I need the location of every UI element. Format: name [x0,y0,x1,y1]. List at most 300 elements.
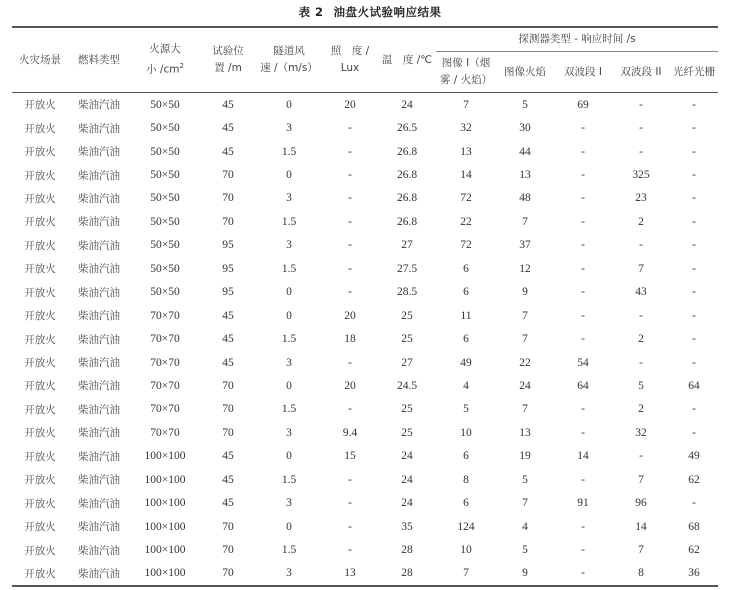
cell-dual-band-2: 96 [635,497,647,510]
cell-scene: 开放火 [24,380,56,393]
cell-illuminance: - [348,403,352,416]
cell-fiber-grating: - [692,286,696,299]
cell-temperature: 26.5 [396,122,418,135]
cell-fire-size: 100×100 [144,473,186,486]
cell-fuel: 柴油汽油 [78,310,120,323]
cell-dual-band-2: - [639,309,643,322]
cell-image-smoke-flame: 6 [463,450,469,463]
cell-scene: 开放火 [24,544,56,557]
cell-fuel: 柴油汽油 [78,497,120,510]
cell-illuminance: - [348,497,352,510]
table-row [12,562,718,586]
cell-temperature: 26.8 [396,215,418,228]
cell-illuminance: - [348,145,352,158]
header-scene: 火灾场景 [19,53,61,66]
cell-image-smoke-flame: 6 [463,262,469,275]
cell-fire-size: 100×100 [144,520,186,533]
header-image-flame: 图像火焰 [504,65,546,78]
cell-fire-size: 100×100 [144,497,186,510]
cell-image-smoke-flame: 32 [460,122,472,135]
cell-position: 45 [222,309,234,322]
cell-image-smoke-flame: 6 [463,286,469,299]
table-row [12,210,718,233]
cell-dual-band-2: 5 [638,379,644,392]
cell-fire-size: 50×50 [150,192,180,205]
cell-dual-band-1: - [581,215,585,228]
header-detector-group: 探测器类型 - 响应时间 /s [436,27,718,52]
cell-position: 45 [222,497,234,510]
cell-temperature: 27 [401,356,413,369]
cell-fire-size: 50×50 [150,286,180,299]
cell-illuminance: - [348,215,352,228]
cell-fiber-grating: - [692,145,696,158]
cell-temperature: 25 [401,426,413,439]
table-row [12,257,718,280]
cell-dual-band-2: 43 [635,286,647,299]
cell-fiber-grating: - [692,262,696,275]
cell-image-flame: 9 [522,567,528,580]
cell-fire-size: 50×50 [150,98,180,111]
cell-image-flame: 12 [519,262,531,275]
cell-dual-band-1: 14 [577,450,589,463]
cell-fuel: 柴油汽油 [78,450,120,463]
cell-scene: 开放火 [24,403,56,416]
cell-dual-band-2: 2 [638,403,644,416]
cell-position: 70 [222,426,234,439]
header-fire-size-line2 [130,58,200,79]
cell-position: 95 [222,239,234,252]
cell-dual-band-1: - [581,169,585,182]
header-fuel: 燃料类型 [78,53,120,66]
cell-wind-speed: 3 [286,192,292,205]
cell-image-flame: 13 [519,169,531,182]
cell-image-smoke-flame: 49 [460,356,472,369]
cell-scene: 开放火 [24,169,56,182]
cell-fiber-grating: - [692,122,696,135]
table-row [12,468,718,491]
header-fire-size-line1: 火源大 [149,43,181,56]
cell-dual-band-1: 64 [577,379,589,392]
cell-image-flame: 30 [519,122,531,135]
cell-fiber-grating: - [692,497,696,510]
cell-scene: 开放火 [24,263,56,276]
cell-dual-band-1: - [581,309,585,322]
cell-dual-band-1: - [581,262,585,275]
cell-scene: 开放火 [24,216,56,229]
cell-fiber-grating: 49 [688,450,700,463]
cell-wind-speed: 0 [286,286,292,299]
cell-image-flame: 48 [519,192,531,205]
cell-fiber-grating: - [692,215,696,228]
cell-fuel: 柴油汽油 [78,403,120,416]
header-position-line1: 试验位 [212,45,244,57]
cell-fuel: 柴油汽油 [78,380,120,393]
cell-image-flame: 5 [522,98,528,111]
cell-dual-band-1: 69 [577,98,589,111]
cell-fire-size: 50×50 [150,239,180,252]
cell-illuminance: - [348,122,352,135]
cell-image-flame: 13 [519,426,531,439]
cell-temperature: 25 [401,403,413,416]
cell-fiber-grating: - [692,309,696,322]
cell-wind-speed: 1.5 [281,262,297,275]
cell-dual-band-1: - [581,286,585,299]
cell-temperature: 28.5 [396,286,418,299]
cell-dual-band-2: 2 [638,215,644,228]
cell-wind-speed: 1.5 [281,215,297,228]
cell-position: 45 [222,333,234,346]
cell-image-flame: 7 [522,497,528,510]
cell-fire-size: 100×100 [144,567,186,580]
cell-fuel: 柴油汽油 [78,357,120,370]
table-row [12,421,718,444]
cell-scene: 开放火 [24,310,56,323]
cell-image-flame: 5 [522,544,528,557]
cell-wind-speed: 1.5 [281,403,297,416]
cell-temperature: 35 [401,520,413,533]
cell-illuminance: - [348,356,352,369]
cell-dual-band-1: - [581,426,585,439]
cell-scene: 开放火 [24,427,56,440]
cell-wind-speed: 1.5 [281,333,297,346]
cell-wind-speed: 3 [286,567,292,580]
cell-fiber-grating: - [692,169,696,182]
cell-illuminance: - [348,192,352,205]
cell-position: 70 [222,567,234,580]
header-fiber-grating: 光纤光栅 [673,65,715,78]
cell-temperature: 26.8 [396,192,418,205]
header-wind-speed [256,27,322,93]
cell-temperature: 28 [401,567,413,580]
table-caption: 油盘火试验响应结果 [333,5,442,19]
cell-fuel: 柴油汽油 [78,427,120,440]
cell-fuel: 柴油汽油 [78,169,120,182]
cell-scene: 开放火 [24,146,56,159]
table-row [12,515,718,538]
cell-image-smoke-flame: 7 [463,98,469,111]
cell-image-flame: 4 [522,520,528,533]
cell-fiber-grating: - [692,356,696,369]
header-wind-line2: 速 /（m/s） [260,62,318,74]
table-row [12,234,718,257]
cell-scene: 开放火 [24,521,56,534]
table-number: 表 2 [298,5,324,19]
cell-image-smoke-flame: 7 [463,567,469,580]
cell-wind-speed: 3 [286,497,292,510]
table-row [12,281,718,304]
cell-fire-size: 50×50 [150,122,180,135]
cell-temperature: 24 [401,98,413,111]
cell-fuel: 柴油汽油 [78,544,120,557]
cell-fire-size: 70×70 [150,333,180,346]
cell-wind-speed: 3 [286,239,292,252]
cell-fire-size: 50×50 [150,145,180,158]
cell-scene: 开放火 [24,99,56,112]
cell-fiber-grating: 64 [688,379,700,392]
table-row [12,304,718,327]
cell-dual-band-1: - [581,239,585,252]
cell-wind-speed: 1.5 [281,145,297,158]
cell-scene: 开放火 [24,122,56,135]
cell-scene: 开放火 [24,333,56,346]
cell-image-flame: 19 [519,450,531,463]
cell-illuminance: 15 [344,450,356,463]
cell-fuel: 柴油汽油 [78,239,120,252]
table-row [12,163,718,186]
cell-illuminance: - [348,239,352,252]
header-dual-band-2: 双波段 II [620,65,662,78]
cell-dual-band-2: 7 [638,473,644,486]
cell-fuel: 柴油汽油 [78,99,120,112]
cell-fire-size: 70×70 [150,356,180,369]
cell-dual-band-2: - [639,239,643,252]
cell-dual-band-2: 32 [635,426,647,439]
cell-temperature: 25 [401,333,413,346]
cell-wind-speed: 3 [286,356,292,369]
cell-dual-band-1: - [581,333,585,346]
cell-fuel: 柴油汽油 [78,286,120,299]
cell-position: 45 [222,122,234,135]
table-row [12,351,718,374]
header-image1-line2: 雾 / 火焰） [439,74,493,86]
cell-fiber-grating: 36 [688,567,700,580]
cell-illuminance: 20 [344,379,356,392]
table-row [12,116,718,139]
cell-scene: 开放火 [24,239,56,252]
cell-dual-band-2: 325 [632,169,650,182]
cell-image-smoke-flame: 13 [460,145,472,158]
header-image1-line1: 图像 I（烟 [441,57,491,69]
cell-temperature: 26.8 [396,145,418,158]
cell-image-smoke-flame: 72 [460,192,472,205]
table-row [12,187,718,210]
table-body [12,93,718,587]
cell-fiber-grating: 68 [688,520,700,533]
cell-fire-size: 50×50 [150,262,180,275]
cell-dual-band-1: 91 [577,497,589,510]
cell-fire-size: 100×100 [144,544,186,557]
cell-wind-speed: 0 [286,98,292,111]
cell-dual-band-2: 7 [638,262,644,275]
cell-fuel: 柴油汽油 [78,146,120,159]
cell-fiber-grating: - [692,239,696,252]
cell-scene: 开放火 [24,450,56,463]
cell-position: 70 [222,192,234,205]
cell-temperature: 28 [401,544,413,557]
table-title [0,4,740,20]
cell-image-smoke-flame: 4 [463,379,469,392]
cell-dual-band-1: - [581,520,585,533]
cell-dual-band-2: 14 [635,520,647,533]
table-row [12,538,718,561]
cell-dual-band-1: - [581,544,585,557]
table-row [12,445,718,468]
cell-temperature: 24 [401,473,413,486]
cell-position: 45 [222,356,234,369]
header-illuminance [322,27,378,93]
cell-temperature: 26.8 [396,169,418,182]
cell-dual-band-2: 2 [638,333,644,346]
cell-image-smoke-flame: 10 [460,544,472,557]
cell-wind-speed: 1.5 [281,544,297,557]
cell-position: 95 [222,286,234,299]
cell-fire-size: 50×50 [150,215,180,228]
cell-position: 70 [222,544,234,557]
cell-image-flame: 24 [519,379,531,392]
table-row [12,93,718,117]
cell-position: 45 [222,98,234,111]
cell-illuminance: 20 [344,98,356,111]
cell-fire-size: 70×70 [150,403,180,416]
cell-wind-speed: 0 [286,169,292,182]
cell-image-flame: 7 [522,333,528,346]
cell-dual-band-1: - [581,122,585,135]
table-row [12,374,718,397]
cell-illuminance: - [348,262,352,275]
cell-image-flame: 7 [522,403,528,416]
cell-illuminance: 20 [344,309,356,322]
cell-illuminance: - [348,473,352,486]
cell-position: 70 [222,169,234,182]
cell-scene: 开放火 [24,357,56,370]
cell-dual-band-1: - [581,567,585,580]
header-fire-size-sup: 2 [179,62,184,71]
cell-image-flame: 22 [519,356,531,369]
header-position-line2: 置 /m [214,62,242,74]
cell-image-flame: 44 [519,145,531,158]
cell-fire-size: 50×50 [150,169,180,182]
cell-fuel: 柴油汽油 [78,192,120,205]
cell-dual-band-1: - [581,473,585,486]
cell-fire-size: 70×70 [150,309,180,322]
cell-image-smoke-flame: 11 [460,309,472,322]
cell-position: 45 [222,450,234,463]
cell-illuminance: - [348,544,352,557]
cell-fire-size: 100×100 [144,450,186,463]
cell-temperature: 24 [401,450,413,463]
cell-image-smoke-flame: 72 [460,239,472,252]
cell-dual-band-2: - [639,145,643,158]
table-row [12,327,718,350]
cell-image-flame: 7 [522,309,528,322]
cell-wind-speed: 0 [286,309,292,322]
table-header [12,27,718,93]
cell-illuminance: 9.4 [342,426,358,439]
cell-wind-speed: 3 [286,122,292,135]
cell-temperature: 24 [401,497,413,510]
cell-illuminance: 18 [344,333,356,346]
table-row [12,140,718,163]
cell-scene: 开放火 [24,497,56,510]
header-fire-size [130,27,200,93]
cell-illuminance: - [348,286,352,299]
cell-fuel: 柴油汽油 [78,474,120,487]
cell-illuminance: - [348,169,352,182]
cell-temperature: 24.5 [396,379,418,392]
cell-image-flame: 5 [522,473,528,486]
cell-position: 45 [222,473,234,486]
cell-fiber-grating: - [692,333,696,346]
cell-fuel: 柴油汽油 [78,216,120,229]
cell-dual-band-2: - [639,122,643,135]
fire-test-results-table [12,26,718,587]
cell-scene: 开放火 [24,286,56,299]
cell-fuel: 柴油汽油 [78,333,120,346]
cell-fiber-grating: 62 [688,544,700,557]
header-fire-size-unit: 小 /cm [146,63,180,76]
header-temperature: 温 度 /℃ [381,53,433,66]
header-lux-line1: 照 度 / [330,45,370,57]
cell-position: 95 [222,262,234,275]
cell-scene: 开放火 [24,474,56,487]
cell-dual-band-2: - [639,98,643,111]
cell-wind-speed: 0 [286,379,292,392]
cell-image-smoke-flame: 22 [460,215,472,228]
table-row [12,398,718,421]
cell-dual-band-1: - [581,145,585,158]
cell-scene: 开放火 [24,192,56,205]
cell-scene: 开放火 [24,567,56,580]
cell-temperature: 27.5 [396,262,418,275]
cell-image-smoke-flame: 6 [463,333,469,346]
cell-fiber-grating: - [692,98,696,111]
cell-wind-speed: 1.5 [281,473,297,486]
cell-fuel: 柴油汽油 [78,521,120,534]
header-lux-line2: Lux [340,62,360,74]
cell-fire-size: 70×70 [150,426,180,439]
cell-dual-band-1: - [581,403,585,416]
cell-image-flame: 37 [519,239,531,252]
cell-fuel: 柴油汽油 [78,567,120,580]
cell-fiber-grating: - [692,403,696,416]
header-wind-line1: 隧道风 [273,45,305,57]
cell-dual-band-1: - [581,192,585,205]
cell-image-flame: 9 [522,286,528,299]
cell-illuminance: - [348,520,352,533]
cell-wind-speed: 0 [286,520,292,533]
cell-temperature: 25 [401,309,413,322]
cell-image-flame: 7 [522,215,528,228]
header-image-smoke-flame [436,52,496,93]
cell-wind-speed: 0 [286,450,292,463]
cell-position: 70 [222,520,234,533]
header-dual-band-1: 双波段 I [564,65,602,78]
cell-dual-band-2: 8 [638,567,644,580]
cell-image-smoke-flame: 14 [460,169,472,182]
cell-dual-band-2: 23 [635,192,647,205]
cell-position: 70 [222,215,234,228]
cell-position: 70 [222,403,234,416]
cell-image-smoke-flame: 124 [457,520,475,533]
cell-dual-band-2: - [639,356,643,369]
cell-image-smoke-flame: 6 [463,497,469,510]
cell-dual-band-1: 54 [577,356,589,369]
cell-image-smoke-flame: 5 [463,403,469,416]
cell-dual-band-2: 7 [638,544,644,557]
cell-image-smoke-flame: 8 [463,473,469,486]
cell-fiber-grating: - [692,426,696,439]
cell-wind-speed: 3 [286,426,292,439]
cell-fiber-grating: 62 [688,473,700,486]
cell-fiber-grating: - [692,192,696,205]
cell-temperature: 27 [401,239,413,252]
header-position [200,27,256,93]
cell-illuminance: 13 [344,567,356,580]
cell-fuel: 柴油汽油 [78,122,120,135]
cell-position: 70 [222,379,234,392]
cell-fire-size: 70×70 [150,379,180,392]
cell-position: 45 [222,145,234,158]
